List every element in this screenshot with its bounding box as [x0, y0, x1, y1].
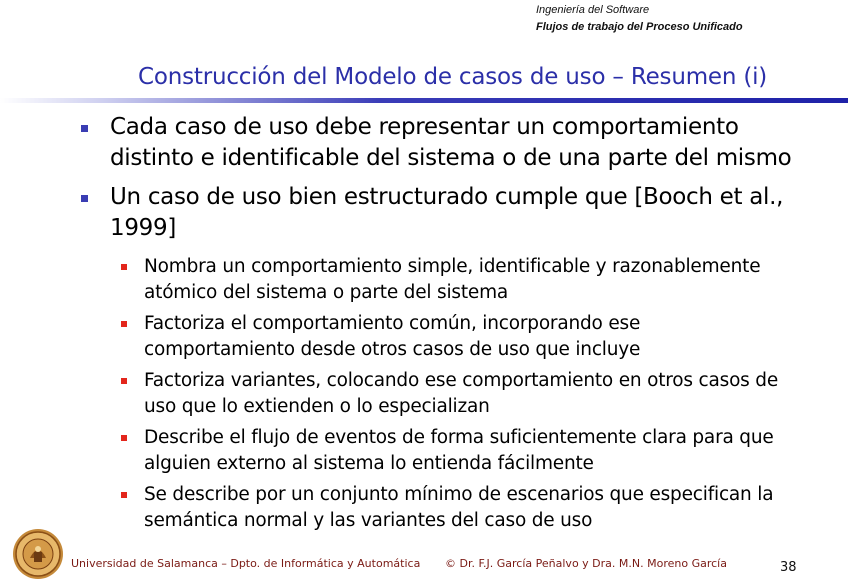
slide-title: Construcción del Modelo de casos de uso – Resumen (i) — [138, 64, 768, 90]
sub-bullet-line: semántica normal y las variantes del caso de uso — [144, 510, 593, 531]
sub-bullet-item — [144, 311, 824, 363]
sub-bullet-item — [144, 425, 824, 477]
bullet-item — [110, 112, 830, 174]
sub-bullet-marker — [121, 435, 127, 441]
bullet-marker — [81, 125, 88, 132]
footer-authors: © Dr. F.J. García Peñalvo y Dra. M.N. Moreno García — [445, 557, 727, 570]
bullet-line: distinto e identificable del sistema o de una parte del mismo — [110, 145, 792, 171]
sub-bullet-line: uso que lo extienden o lo especializan — [144, 396, 490, 417]
sub-bullet-line: Factoriza el comportamiento común, incorporando ese — [144, 313, 641, 334]
university-seal-icon — [12, 528, 64, 580]
footer-institution: Universidad de Salamanca – Dpto. de Informática y Automática — [71, 557, 421, 570]
sub-bullet-line: Factoriza variantes, colocando ese comportamiento en otros casos de — [144, 370, 779, 391]
sub-bullet-line: alguien externo al sistema lo entienda fácilmente — [144, 453, 594, 474]
sub-bullet-item — [144, 482, 824, 534]
course-subtitle: Flujos de trabajo del Proceso Unificado — [536, 21, 743, 33]
sub-bullet-line: Nombra un comportamiento simple, identificable y razonablemente — [144, 256, 761, 277]
slide-header — [536, 2, 743, 36]
sub-bullet-line: comportamiento desde otros casos de uso que incluye — [144, 339, 641, 360]
bullet-line: 1999] — [110, 215, 177, 241]
sub-bullet-line: Describe el flujo de eventos de forma suficientemente clara para que — [144, 427, 774, 448]
course-name: Ingeniería del Software — [536, 4, 650, 16]
title-underline — [0, 98, 848, 103]
sub-bullet-marker — [121, 378, 127, 384]
sub-bullet-line: atómico del sistema o parte del sistema — [144, 282, 509, 303]
bullet-marker — [81, 195, 88, 202]
sub-bullet-item — [144, 254, 824, 306]
sub-bullet-item — [144, 368, 824, 420]
sub-bullet-line: Se describe por un conjunto mínimo de escenarios que especifican la — [144, 484, 774, 505]
sub-bullet-marker — [121, 492, 127, 498]
page-number: 38 — [780, 560, 797, 575]
sub-bullet-marker — [121, 264, 127, 270]
bullet-line: Un caso de uso bien estructurado cumple que [Booch et al., — [110, 184, 784, 210]
sub-bullet-marker — [121, 321, 127, 327]
bullet-line: Cada caso de uso debe representar un comportamiento — [110, 114, 739, 140]
bullet-item — [110, 182, 830, 244]
